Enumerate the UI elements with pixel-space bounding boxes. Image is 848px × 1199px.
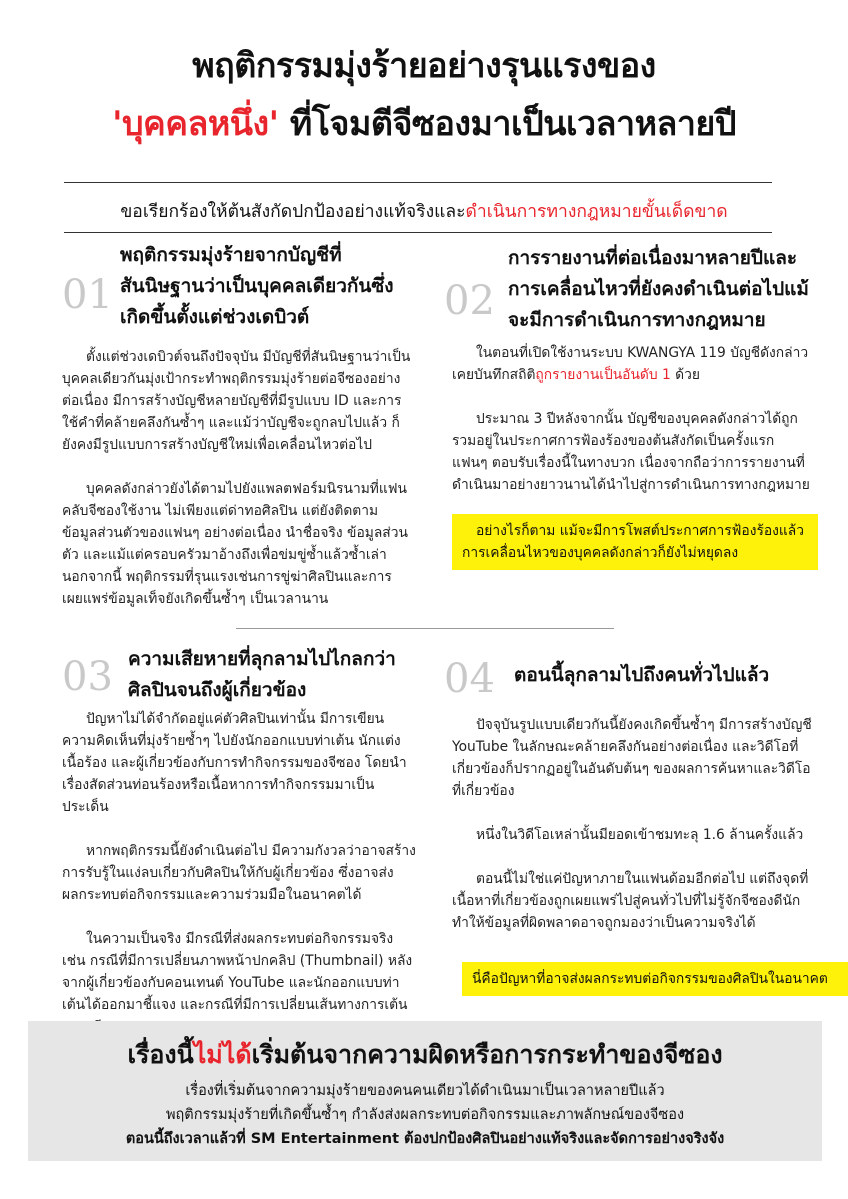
paragraph: บุคคลดังกล่าวยังได้ตามไปยังแพลตฟอร์มนิรนามที่แฟนคลับจีซองใช้งาน ไม่เพียงแต่ด่าทอศิลปิน แต่ยังติดตามข้อมูลส่วนตัวของแฟนๆ อย่างต่อเนื่อง นำชื่อจริง ข้อมูลส่วนตัว และแม้แต่ครอบครัวมาอ้างถึงเพื่อข่มขู่ซ้ำแล้วซ้ำเล่า นอกจากนี้ พฤติกรรมที่รุนแรงเช่นการขู่ฆ่าศิลปินและการเผยแพร่ข้อมูลเท็จยังเกิดขึ้นซ้ำๆ เป็นเวลานาน — [62, 481, 408, 607]
text: เรื่องนี้ — [127, 1040, 194, 1069]
paragraph: ตอนนี้ไม่ใช่แค่ปัญหาภายในแฟนด้อมอีกต่อไป แต่ถึงจุดที่เนื้อหาที่เกี่ยวข้องถูกเผยแพร่ไปสู่คนทั่วไปที่ไม่รู้จักจีซองดีนัก ทำให้ข้อมูลที่ผิดพลาดอาจถูกมองว่าเป็นความจริงได้ — [452, 871, 809, 931]
conclusion-line: เรื่องที่เริ่มต้นจากความมุ่งร้ายของคนคนเดียวได้ดำเนินมาเป็นเวลาหลายปีแล้ว — [185, 1083, 665, 1099]
conclusion-line: พฤติกรรมมุ่งร้ายที่เกิดขึ้นซ้ำๆ กำลังส่งผลกระทบต่อกิจกรรมและภาพลักษณ์ของจีซอง — [165, 1107, 685, 1123]
subtitle-red: ดำเนินการทางกฎหมายขั้นเด็ดขาด — [465, 202, 728, 222]
conclusion-box — [28, 1021, 822, 1161]
highlight-box — [452, 514, 818, 570]
section-title-line: ความเสียหายที่ลุกลามไปไกลกว่า — [128, 648, 396, 670]
section-title-line: พฤติกรรมมุ่งร้ายจากบัญชีที่ — [120, 244, 342, 266]
section-title-line: ตอนนี้ลุกลามไปถึงคนทั่วไปแล้ว — [514, 664, 770, 686]
section-title-line: สันนิษฐานว่าเป็นบุคคลเดียวกันซึ่ง — [120, 275, 394, 297]
paragraph: ปัจจุบันรูปแบบเดียวกันนี้ยังคงเกิดขึ้นซ้ำๆ มีการสร้างบัญชี YouTube ในลักษณะคล้ายคลึงกันอย่างต่อเนื่อง และวิดีโอที่เกี่ยวข้องก็ปรากฏอยู่ในอันดับต้นๆ ของผลการค้นหาและวิดีโอที่เกี่ยวข้อง — [452, 717, 812, 799]
section-body — [452, 714, 812, 934]
section-number: 03 — [62, 654, 113, 700]
section-number: 01 — [62, 272, 113, 318]
section-body — [62, 708, 416, 1038]
section-number: 04 — [444, 656, 495, 702]
conclusion-line-bold: ตอนนี้ถึงเวลาแล้วที่ SM Entertainment ต้องปกป้องศิลปินอย่างแท้จริงและจัดการอย่างจริงจัง — [125, 1131, 725, 1147]
section-title-line: การรายงานที่ต่อเนื่องมาหลายปีและ — [508, 247, 798, 269]
paragraph: หนึ่งในวิดีโอเหล่านั้นมียอดเข้าชมทะลุ 1.6 ล้านครั้งแล้ว — [476, 827, 804, 843]
title-rest: ที่โจมตีจีซองมาเป็นเวลาหลายปี — [278, 104, 736, 144]
paragraph: ในความเป็นจริง มีกรณีที่ส่งผลกระทบต่อกิจกรรมจริง เช่น กรณีที่มีการเปลี่ยนภาพหน้าปกคลิป (Thumbnail) หลังจากผู้เกี่ยวข้องกับคอนเทนต์ YouTube และนักออกแบบท่าเต้นได้ออกมาชี้แจง และกรณีที่มีการเปลี่ยนเส้นทางการเต้น — [62, 931, 413, 1013]
divider-top — [64, 182, 772, 183]
title-highlight: 'บุคคลหนึ่ง' — [112, 104, 279, 144]
highlight-box: นี่คือปัญหาที่อาจส่งผลกระทบต่อกิจกรรมของศิลปินในอนาคต — [462, 962, 848, 996]
subtitle-plain: ขอเรียกร้องให้ต้นสังกัดปกป้องอย่างแท้จริงและ — [120, 202, 466, 222]
section-number: 02 — [444, 278, 495, 324]
section-title — [508, 243, 838, 336]
paragraph: หากพฤติกรรมนี้ยังดำเนินต่อไป มีความกังวลว่าอาจสร้างการรับรู้ในแง่ลบเกี่ยวกับศิลปินให้กับผู้เกี่ยวข้อง ซึ่งอาจส่งผลกระทบต่อกิจกรรมและความร่วมมือในอนาคตได้ — [62, 843, 416, 903]
section-title-line: เกิดขึ้นตั้งแต่ช่วงเดบิวต์ — [120, 306, 310, 328]
section-title — [514, 660, 834, 691]
section-title — [128, 644, 428, 706]
paragraph: ตั้งแต่ช่วงเดบิวต์จนถึงปัจจุบัน มีบัญชีที่สันนิษฐานว่าเป็นบุคคลเดียวกันมุ่งเป้ากระทำพฤติกรรมมุ่งร้ายต่อจีซองอย่างต่อเนื่อง มีการสร้างบัญชีหลายบัญชีที่มีรูปแบบ ID และการใช้คำที่คล้ายคลึงกันซ้ำๆ และแม้ว่าบัญชีจะถูกลบไปแล้ว ก็ยังคงมีรูปแบบการสร้างบัญชีใหม่เพื่อเคลื่อนไหวต่อไป — [62, 349, 411, 453]
text-red: ถูกรายงานเป็นอันดับ 1 — [535, 367, 671, 383]
section-title-line: ศิลปินจนถึงผู้เกี่ยวข้อง — [128, 679, 307, 701]
paragraph: ปัญหาไม่ได้จำกัดอยู่แค่ตัวศิลปินเท่านั้น มีการเขียนความคิดเห็นที่มุ่งร้ายซ้ำๆ ไปยังนักออกแบบท่าเต้น นักแต่งเนื้อร้อง และผู้เกี่ยวข้องกับการทำกิจกรรมของจีซอง โดยนำเรื่องสัดส่วนท่อนร้องหรือเนื้อหาการทำกิจกรรมมาเป็นประเด็น — [62, 711, 407, 815]
section-body — [452, 342, 812, 496]
conclusion-headline — [28, 1035, 822, 1075]
subtitle — [0, 197, 848, 225]
section-title — [120, 240, 420, 333]
section-body — [62, 346, 412, 610]
divider-middle — [236, 628, 614, 629]
main-title-line2 — [0, 96, 848, 150]
paragraph: ประมาณ 3 ปีหลังจากนั้น บัญชีของบุคคลดังกล่าวได้ถูกรวมอยู่ในประกาศการฟ้องร้องของต้นสังกัดเป็นครั้งแรก แฟนๆ ตอบรับเรื่องนี้ในทางบวก เนื่องจากถือว่าการรายงานที่ดำเนินมาอย่างยาวนานได้นำไปสู่การดำเนินการทางกฎหมาย — [452, 411, 810, 493]
highlight-line: อย่างไรก็ตาม แม้จะมีการโพสต์ประกาศการฟ้องร้องแล้ว — [476, 523, 804, 539]
text: ด้วย — [670, 367, 700, 383]
text-red: ไม่ได้ — [193, 1040, 252, 1069]
divider-sub — [64, 232, 772, 233]
section-title-line: การเคลื่อนไหวที่ยังคงดำเนินต่อไปแม้ — [508, 278, 809, 300]
paragraph — [452, 342, 812, 386]
highlight-line: การเคลื่อนไหวของบุคคลดังกล่าวก็ยังไม่หยุดลง — [462, 545, 739, 561]
text: เริ่มต้นจากความผิดหรือการกระทำของจีซอง — [251, 1040, 723, 1069]
section-title-line: จะมีการดำเนินการทางกฎหมาย — [508, 309, 766, 331]
main-title-line1: พฤติกรรมมุ่งร้ายอย่างรุนแรงของ — [192, 46, 656, 86]
text: ในตอนที่เปิดใช้งานระบบ KWANGYA 119 บัญชีดังกล่าวเคยบันทึกสถิติ — [452, 345, 809, 383]
